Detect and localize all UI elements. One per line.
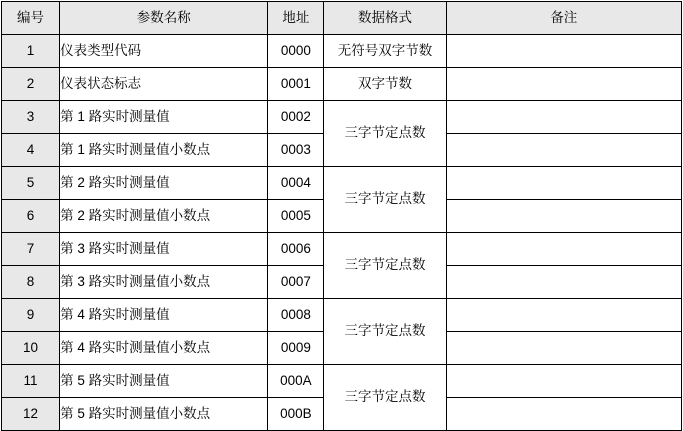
cell-parameter-name: 第 1 路实时测量值小数点 [60,134,268,167]
cell-parameter-name: 仪表状态标志 [60,68,268,101]
cell-note [446,167,681,200]
cell-data-format: 三字节定点数 [324,365,446,431]
cell-address: 0003 [268,134,324,167]
table-row [2,167,682,200]
cell-note [446,200,681,233]
cell-data-format: 无符号双字节数 [324,35,446,68]
cell-address: 000A [268,365,324,398]
cell-address: 0005 [268,200,324,233]
table-body [2,35,682,431]
cell-id: 3 [2,101,60,134]
table-header-row [2,2,682,35]
cell-address: 0001 [268,68,324,101]
cell-address: 000B [268,398,324,431]
cell-parameter-name: 第 4 路实时测量值 [60,299,268,332]
cell-id: 9 [2,299,60,332]
cell-id: 1 [2,35,60,68]
register-map-table [1,1,682,431]
cell-parameter-name: 第 3 路实时测量值小数点 [60,266,268,299]
cell-id: 11 [2,365,60,398]
column-header-id: 编号 [2,2,60,35]
cell-note [446,398,681,431]
cell-parameter-name: 第 2 路实时测量值小数点 [60,200,268,233]
cell-parameter-name: 仪表类型代码 [60,35,268,68]
cell-data-format: 三字节定点数 [324,101,446,167]
table-row [2,365,682,398]
cell-note [446,68,681,101]
cell-note [446,365,681,398]
table-row [2,68,682,101]
cell-address: 0008 [268,299,324,332]
cell-id: 2 [2,68,60,101]
table-row [2,35,682,68]
cell-address: 0002 [268,101,324,134]
cell-note [446,233,681,266]
table-row [2,299,682,332]
cell-note [446,266,681,299]
cell-data-format: 三字节定点数 [324,233,446,299]
cell-parameter-name: 第 5 路实时测量值 [60,365,268,398]
cell-id: 4 [2,134,60,167]
cell-id: 8 [2,266,60,299]
column-header-addr: 地址 [268,2,324,35]
cell-address: 0000 [268,35,324,68]
column-header-note: 备注 [446,2,681,35]
cell-note [446,134,681,167]
cell-note [446,332,681,365]
cell-parameter-name: 第 1 路实时测量值 [60,101,268,134]
cell-note [446,101,681,134]
cell-note [446,35,681,68]
cell-parameter-name: 第 3 路实时测量值 [60,233,268,266]
cell-parameter-name: 第 5 路实时测量值小数点 [60,398,268,431]
column-header-format: 数据格式 [324,2,446,35]
cell-id: 10 [2,332,60,365]
cell-id: 5 [2,167,60,200]
cell-address: 0004 [268,167,324,200]
cell-id: 7 [2,233,60,266]
cell-note [446,299,681,332]
cell-data-format: 三字节定点数 [324,167,446,233]
cell-parameter-name: 第 4 路实时测量值小数点 [60,332,268,365]
table-header [2,2,682,35]
cell-address: 0009 [268,332,324,365]
column-header-name: 参数名称 [60,2,268,35]
cell-address: 0006 [268,233,324,266]
cell-data-format: 三字节定点数 [324,299,446,365]
cell-parameter-name: 第 2 路实时测量值 [60,167,268,200]
document-sheet [0,1,683,429]
cell-id: 12 [2,398,60,431]
table-row [2,101,682,134]
cell-address: 0007 [268,266,324,299]
table-row [2,233,682,266]
cell-data-format: 双字节数 [324,68,446,101]
cell-id: 6 [2,200,60,233]
